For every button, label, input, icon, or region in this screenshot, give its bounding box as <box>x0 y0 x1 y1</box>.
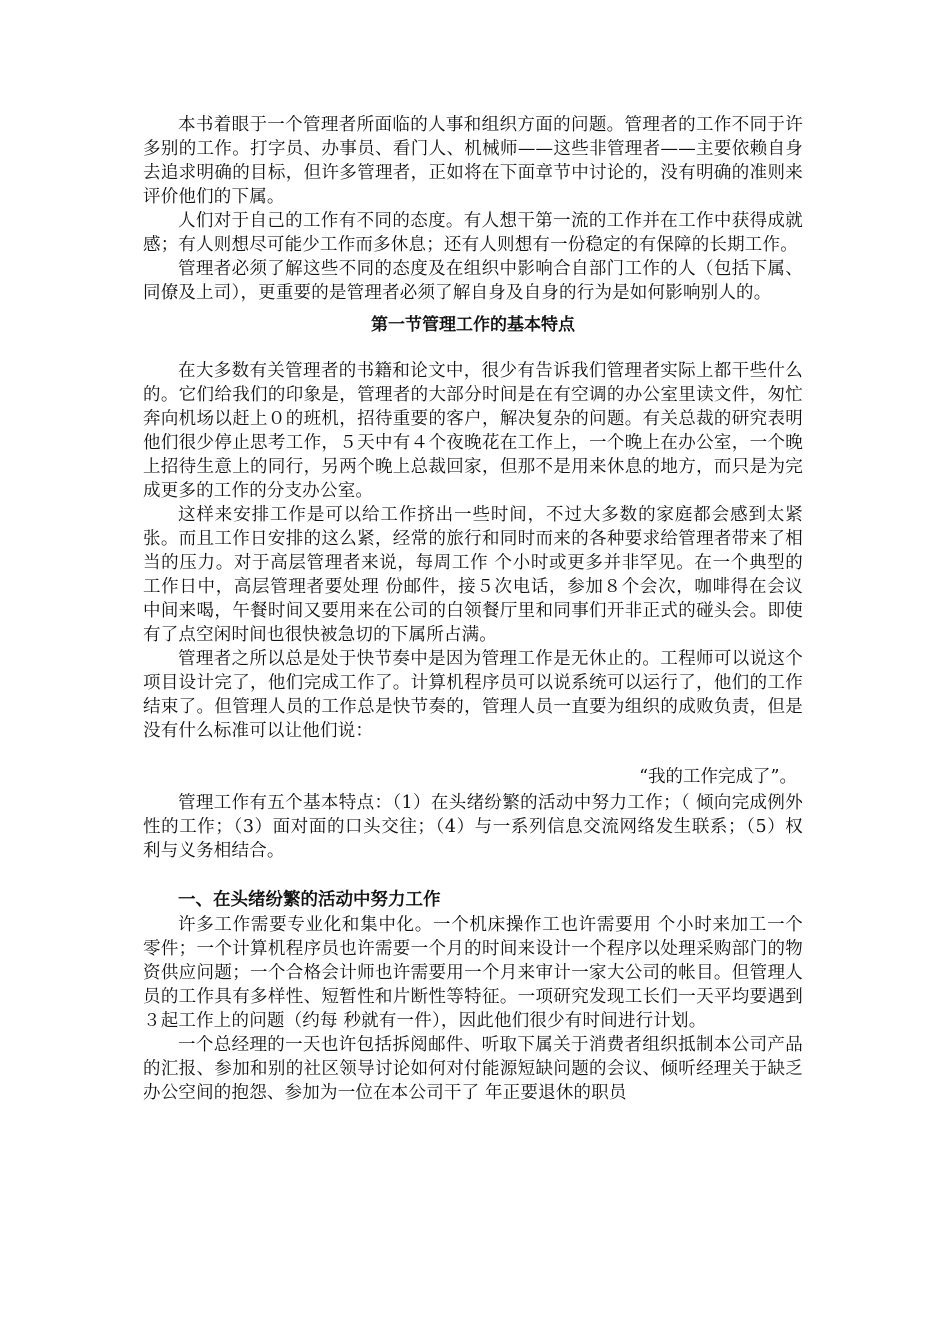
subsection-paragraph-2: 一个总经理的一天也许包括拆阅邮件、听取下属关于消费者组织抵制本公司产品的汇报、参加和别的社区领导讨论如何对付能源短缺问题的会议、倾听经理关于缺乏办公空间的抱怨、参加为一位在本公司干了 年正要退休的职员 <box>143 1035 803 1103</box>
spacer <box>143 863 803 887</box>
section-paragraph-1: 在大多数有关管理者的书籍和论文中，很少有告诉我们管理者实际上都干些什么的。它们给我们的印象是，管理者的大部分时间是在有空调的办公室里读文件，匆忙奔向机场以赶上０的班机，招待重要的客户，解决复杂的问题。有关总裁的研究表明他们很少停止思考工作，５天中有４个夜晚花在工作上，一个晚上在办公室，一个晚上招待生意上的同行，另两个晚上总裁回家，但那不是用来休息的地方，而只是为完成更多的工作的分支办公室。 <box>143 361 803 501</box>
section-paragraph-3: 管理者之所以总是处于快节奏中是因为管理工作是无休止的。工程师可以说这个项目设计完了，他们完成工作了。计算机程序员可以说系统可以运行了，他们的工作结束了。但管理人员的工作总是快节奏的，管理人员一直要为组织的成败负责，但是没有什么标准可以让他们说： <box>143 649 803 741</box>
spacer <box>143 337 803 359</box>
subsection-paragraph-1: 许多工作需要专业化和集中化。一个机床操作工也许需要用 个小时来加工一个零件；一个计算机程序员也许需要一个月的时间来设计一个程序以处理采购部门的物资供应问题；一个合格会计师也许需要用一个月来审计一家大公司的帐目。但管理人员的工作具有多样性、短暂性和片断性等特征。一项研究发现工长们一天平均要遇到３起工作上的问题（约每 秒就有一件），因此他们很少有时间进行计划。 <box>143 915 803 1031</box>
quote-line: “我的工作完成了”。 <box>639 767 797 787</box>
intro-paragraph-1: 本书着眼于一个管理者所面临的人事和组织方面的问题。管理者的工作不同于许多别的工作。打字员、办事员、看门人、机械师——这些非管理者——主要依赖自身去追求明确的目标，但许多管理者，正如将在下面章节中讨论的，没有明确的准则来评价他们的下属。 <box>143 115 803 207</box>
document-page <box>143 113 803 1105</box>
intro-paragraph-3: 管理者必须了解这些不同的态度及在组织中影响合自部门工作的人（包括下属、同僚及上司），更重要的是管理者必须了解自身及自身的行为是如何影响别人的。 <box>143 259 803 303</box>
section-paragraph-2: 这样来安排工作是可以给工作挤出一些时间，不过大多数的家庭都会感到太紧张。而且工作日安排的这么紧，经常的旅行和同时而来的各种要求给管理者带来了相当的压力。对于高层管理者来说，每周工作 个小时或更多并非罕见。在一个典型的工作日中，高层管理者要处理 份邮件，接５次电话，参加８个会次，咖啡得在会议中间来喝，午餐时间又要用来在公司的白领餐厅里和同事们开非正式的碰头会。即使有了点空闲时间也很快被急切的下属所占满。 <box>143 505 803 645</box>
subsection-title: 一、在头绪纷繁的活动中努力工作 <box>178 890 441 910</box>
section-title: 第一节管理工作的基本特点 <box>371 315 575 335</box>
features-paragraph: 管理工作有五个基本特点：（1）在头绪纷繁的活动中努力工作；（ 倾向完成例外性的工作；（3）面对面的口头交往；（4）与一系列信息交流网络发生联系；（5）权利与义务相结合。 <box>143 793 803 861</box>
intro-paragraph-2: 人们对于自己的工作有不同的态度。有人想干第一流的工作并在工作中获得成就感；有人则想尽可能少工作而多休息；还有人则想有一份稳定的有保障的长期工作。 <box>143 211 803 255</box>
